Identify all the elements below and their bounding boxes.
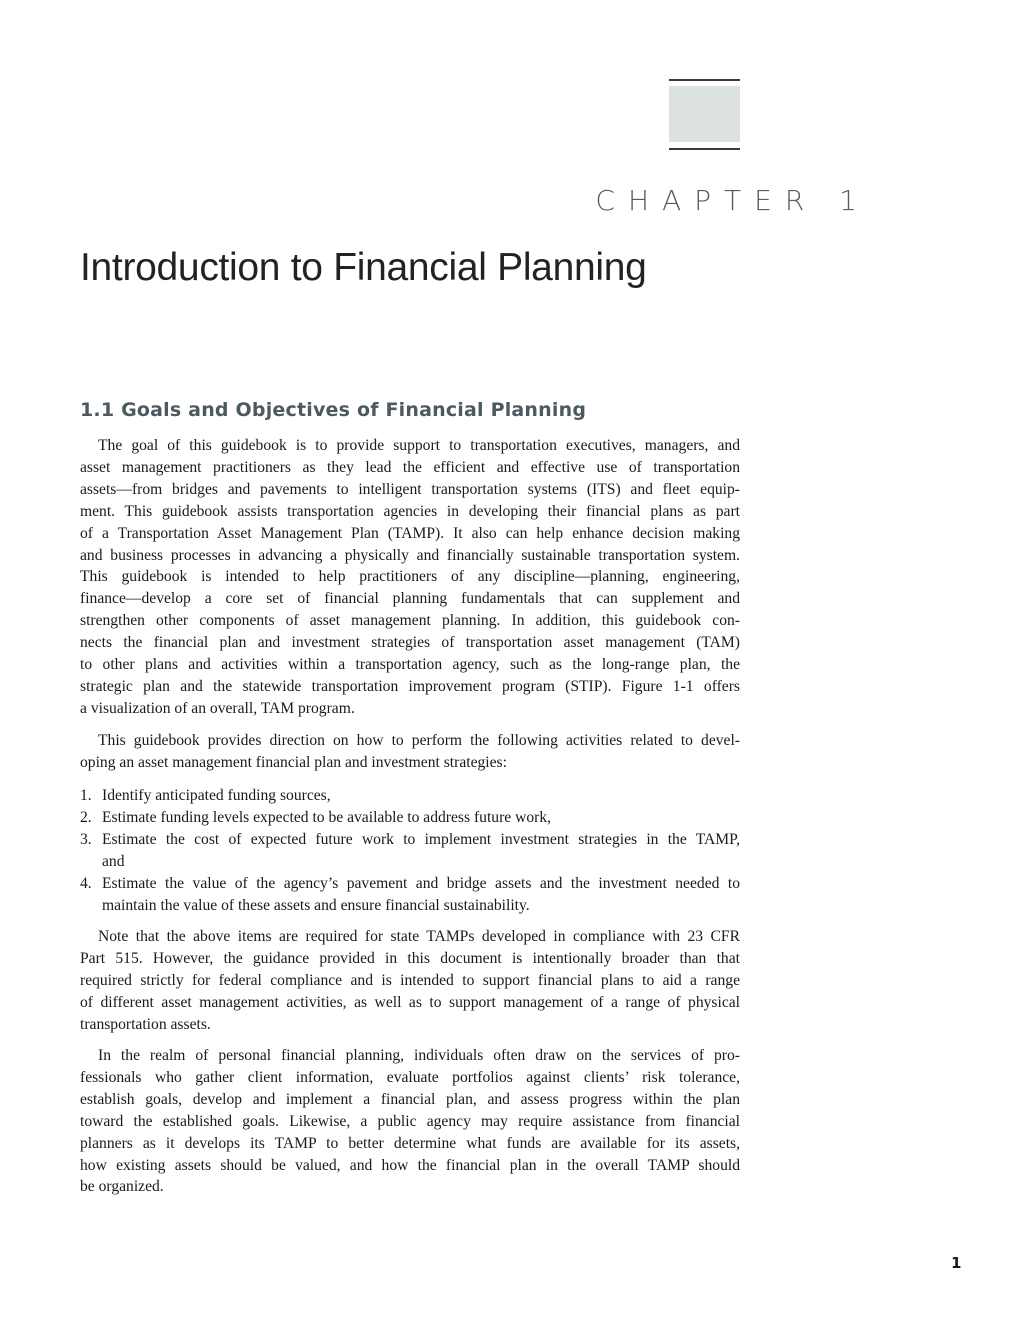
list-item — [80, 829, 740, 873]
text-line: toward the established goals. Likewise, a public agency may require assistance from financial — [80, 1112, 740, 1130]
text-line: strengthen other components of asset management planning. In addition, this guidebook con- — [80, 612, 740, 630]
list-item-text: Estimate funding levels expected to be available to address future work, — [102, 808, 552, 826]
paragraph-3 — [80, 926, 740, 1036]
text-line: be organized. — [80, 1178, 164, 1196]
text-line: required strictly for federal compliance and is intended to support financial plans to aid a range — [80, 971, 740, 989]
page-number: 1 — [951, 1254, 962, 1272]
list-item-number: 1. — [80, 787, 92, 804]
text-line: how existing assets should be valued, and how the financial plan in the overall TAMP should — [80, 1156, 740, 1174]
text-line: In the realm of personal financial planning, individuals often draw on the services of pro- — [98, 1047, 740, 1064]
text-line: The goal of this guidebook is to provide support to transportation executives, managers, and — [98, 437, 740, 454]
paragraph-1 — [80, 435, 740, 720]
text-line: of a Transportation Asset Management Plan (TAMP). It also can help enhance decision making — [80, 524, 740, 542]
text-line: This guidebook provides direction on how to perform the following activities related to devel- — [98, 732, 740, 749]
chapter-label: CHAPTER 1 — [595, 184, 870, 217]
list-item-text: Identify anticipated funding sources, — [102, 787, 331, 804]
list-item-text: Estimate the cost of expected future work to implement investment strategies in the TAMP, — [102, 830, 740, 848]
text-line: fessionals who gather client information, evaluate portfolios against clients’ risk tolerance, — [80, 1068, 740, 1086]
list-item-number: 2. — [80, 808, 92, 826]
list-item-text: Estimate the value of the agency’s pavement and bridge assets and the investment needed to — [102, 874, 740, 892]
chapter-marker-box — [669, 86, 740, 142]
text-line: establish goals, develop and implement a financial plan, and assess progress within the plan — [80, 1090, 740, 1108]
text-line: assets—from bridges and pavements to intelligent transportation systems (ITS) and fleet equip- — [80, 480, 740, 498]
activity-list — [80, 785, 740, 916]
paragraph-4 — [80, 1045, 740, 1198]
text-line: ment. This guidebook assists transportation agencies in developing their financial plans as part — [80, 502, 740, 520]
text-line: of different asset management activities, as well as to support management of a range of physical — [80, 993, 740, 1011]
list-item-number: 3. — [80, 830, 92, 848]
text-line: finance—develop a core set of financial planning fundamentals that can supplement and — [80, 590, 740, 608]
chapter-rule-top — [669, 79, 740, 81]
section-heading: 1.1 Goals and Objectives of Financial Planning — [80, 399, 587, 421]
text-line: nects the financial plan and investment strategies of transportation asset management (TAM) — [80, 634, 740, 652]
text-line: a visualization of an overall, TAM program. — [80, 699, 355, 717]
list-item-number: 4. — [80, 874, 92, 892]
list-item — [80, 807, 740, 829]
text-line: This guidebook is intended to help practitioners of any discipline—planning, engineering, — [80, 568, 740, 586]
chapter-title: Introduction to Financial Planning — [80, 246, 647, 289]
text-line: and business processes in advancing a physically and financially sustainable transportation system. — [80, 546, 740, 564]
text-line: oping an asset management financial plan and investment strategies: — [80, 753, 507, 771]
chapter-rule-bottom — [669, 148, 740, 150]
text-line: Part 515. However, the guidance provided in this document is intentionally broader than that — [80, 949, 740, 967]
list-item-text: and — [102, 852, 125, 870]
text-line: planners as it develops its TAMP to better determine what funds are available for its assets, — [80, 1134, 740, 1152]
text-line: transportation assets. — [80, 1015, 211, 1033]
text-line: asset management practitioners as they lead the efficient and effective use of transportation — [80, 458, 740, 476]
text-line: to other plans and activities within a transportation agency, such as the long-range plan, the — [80, 656, 740, 674]
text-line: Note that the above items are required for state TAMPs developed in compliance with 23 CFR — [98, 928, 740, 945]
list-item — [80, 785, 740, 807]
list-item-text: maintain the value of these assets and ensure financial sustainability. — [102, 896, 530, 914]
text-line: strategic plan and the statewide transportation improvement program (STIP). Figure 1-1 offers — [80, 677, 740, 695]
paragraph-2 — [80, 730, 740, 774]
list-item — [80, 873, 740, 917]
